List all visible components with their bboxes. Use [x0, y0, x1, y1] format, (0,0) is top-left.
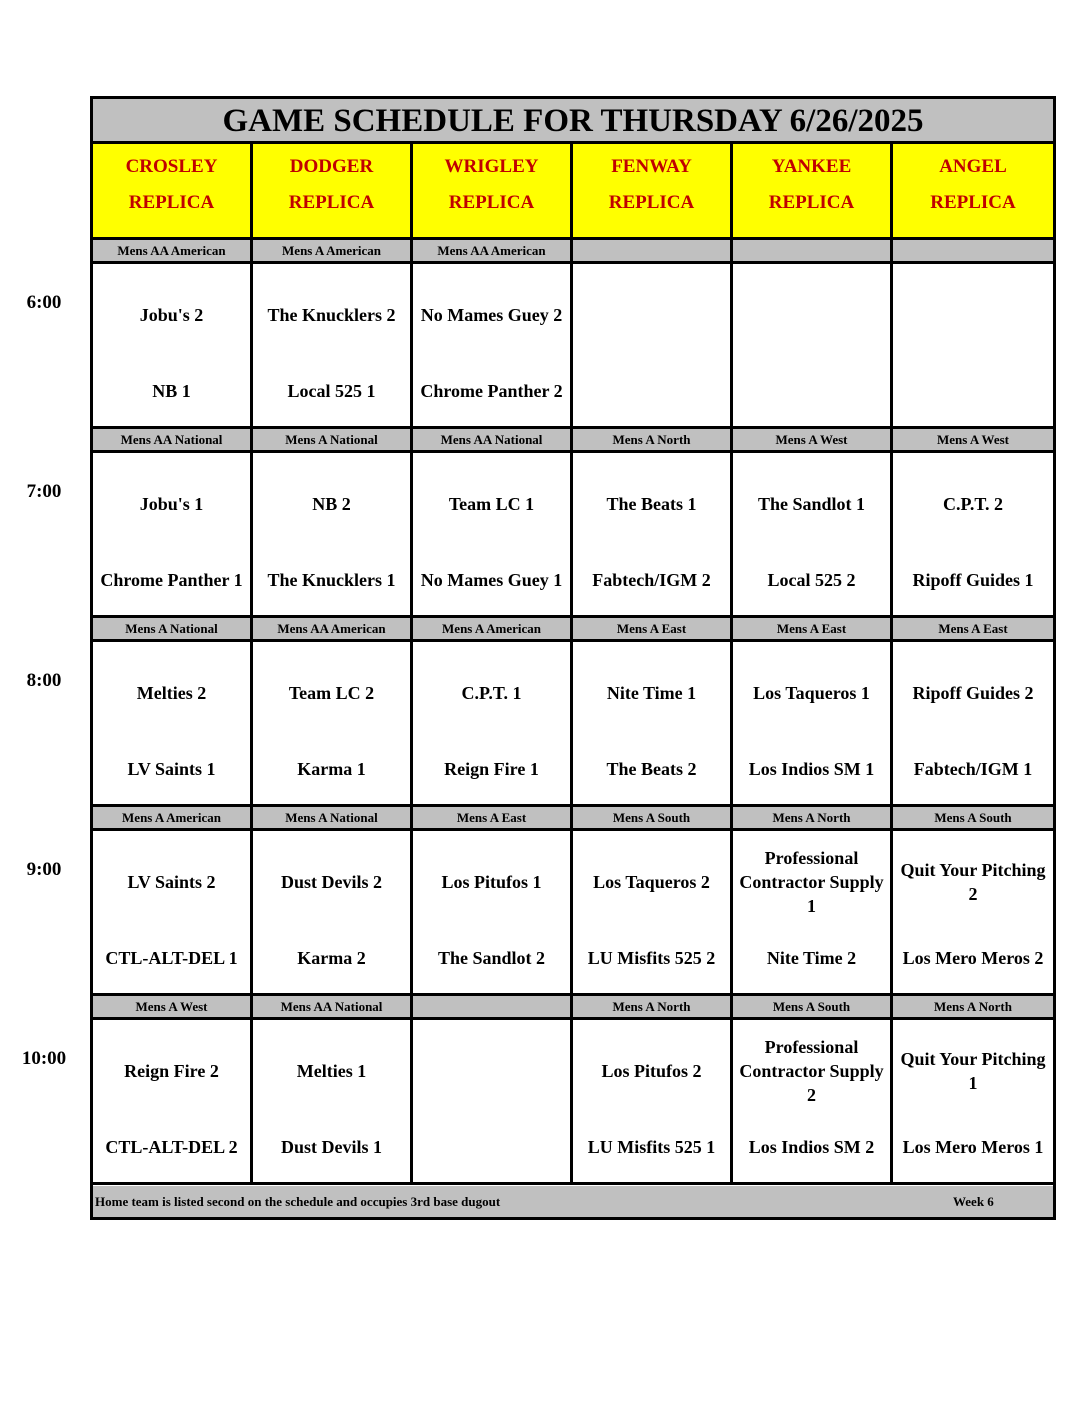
- division-label: Mens AA American: [253, 618, 413, 642]
- time-label: 6:00: [26, 292, 62, 313]
- visiting-team: Melties 1: [296, 1061, 367, 1081]
- home-team: LV Saints 1: [127, 759, 216, 779]
- time-label: 7:00: [26, 481, 62, 502]
- home-team: [413, 1116, 570, 1178]
- game-cell: [893, 453, 1053, 618]
- visiting-team: Quit Your Pitching 1: [900, 1049, 1046, 1093]
- visiting-team: Professional Contractor Supply 1: [739, 848, 884, 916]
- division-row: [93, 807, 1053, 831]
- visiting-team: [893, 272, 1053, 358]
- home-team: Chrome Panther 1: [100, 570, 243, 590]
- division-label: Mens A American: [413, 618, 573, 642]
- division-label: Mens A East: [893, 618, 1053, 642]
- game-cell: [413, 1020, 573, 1185]
- visiting-team: Nite Time 1: [606, 683, 697, 703]
- visiting-team: Team LC 2: [288, 683, 375, 703]
- game-cell: [733, 264, 893, 429]
- division-label: Mens AA National: [93, 429, 253, 453]
- visiting-team: Dust Devils 2: [280, 872, 382, 892]
- game-cell: [573, 831, 733, 996]
- game-cell: [253, 831, 413, 996]
- visiting-team: Melties 2: [136, 683, 207, 703]
- game-cell: [893, 642, 1053, 807]
- home-team: Dust Devils 1: [280, 1137, 382, 1157]
- division-label: Mens A North: [733, 807, 893, 831]
- division-label: Mens A South: [733, 996, 893, 1020]
- visiting-team: Reign Fire 2: [124, 1061, 219, 1081]
- game-cell: [413, 264, 573, 429]
- division-label: Mens AA National: [253, 996, 413, 1020]
- home-team: Los Mero Meros 1: [902, 1137, 1044, 1157]
- field-header-yankee: YANKEE REPLICA: [733, 144, 893, 240]
- home-team: The Knucklers 1: [267, 570, 396, 590]
- home-team: Fabtech/IGM 2: [592, 570, 711, 590]
- division-label: [733, 240, 893, 264]
- visiting-team: Los Pitufos 2: [601, 1061, 702, 1081]
- home-team: LU Misfits 525 1: [587, 1137, 716, 1157]
- division-label: Mens A South: [893, 807, 1053, 831]
- game-cell: [733, 642, 893, 807]
- home-team: No Mames Guey 1: [420, 570, 563, 590]
- visiting-team: [733, 272, 890, 358]
- home-team-note: Home team is listed second on the schedule and occupies 3rd base dugout: [95, 1194, 501, 1209]
- game-cell: [253, 264, 413, 429]
- visiting-team: Jobu's 1: [139, 494, 204, 514]
- division-label: [413, 996, 573, 1020]
- division-label: Mens AA National: [413, 429, 573, 453]
- time-label: 8:00: [26, 670, 62, 691]
- home-team: Los Indios SM 1: [748, 759, 875, 779]
- game-cell: [733, 831, 893, 996]
- division-label: Mens A American: [253, 240, 413, 264]
- home-team: Nite Time 2: [766, 948, 857, 968]
- game-cell: [413, 453, 573, 618]
- division-label: Mens A East: [573, 618, 733, 642]
- home-team: [733, 360, 890, 422]
- visiting-team: Team LC 1: [448, 494, 535, 514]
- game-cell: [573, 642, 733, 807]
- home-team: [893, 360, 1053, 422]
- division-label: Mens A North: [573, 996, 733, 1020]
- division-row: [93, 429, 1053, 453]
- division-label: Mens A American: [93, 807, 253, 831]
- field-header-crosley: CROSLEY REPLICA: [93, 144, 253, 240]
- game-cell: [733, 453, 893, 618]
- field-header-fenway: FENWAY REPLICA: [573, 144, 733, 240]
- home-team: The Beats 2: [606, 759, 697, 779]
- division-label: Mens AA American: [413, 240, 573, 264]
- division-label: Mens A West: [93, 996, 253, 1020]
- visiting-team: Professional Contractor Supply 2: [739, 1037, 884, 1105]
- game-cell: [413, 831, 573, 996]
- home-team: Karma 1: [297, 759, 366, 779]
- home-team: Reign Fire 1: [444, 759, 539, 779]
- home-team: Los Indios SM 2: [748, 1137, 875, 1157]
- home-team: CTL-ALT-DEL 1: [105, 948, 238, 968]
- field-header-row: [93, 144, 1053, 240]
- division-label: Mens A National: [253, 807, 413, 831]
- visiting-team: NB 2: [312, 494, 351, 514]
- home-team: Karma 2: [297, 948, 366, 968]
- visiting-team: Los Pitufos 1: [441, 872, 542, 892]
- home-team: CTL-ALT-DEL 2: [105, 1137, 238, 1157]
- visiting-team: The Sandlot 1: [757, 494, 866, 514]
- division-label: Mens A South: [573, 807, 733, 831]
- visiting-team: [413, 1028, 570, 1114]
- home-team: Local 525 2: [767, 570, 856, 590]
- game-row: [93, 264, 1053, 429]
- game-cell: [253, 1020, 413, 1185]
- game-cell: [93, 642, 253, 807]
- visiting-team: The Knucklers 2: [267, 305, 396, 325]
- visiting-team: Ripoff Guides 2: [912, 683, 1034, 703]
- field-header-angel: ANGEL REPLICA: [893, 144, 1053, 240]
- visiting-team: C.P.T. 2: [942, 494, 1003, 514]
- game-cell: [253, 453, 413, 618]
- visiting-team: Quit Your Pitching 2: [900, 860, 1046, 904]
- game-row: [93, 453, 1053, 618]
- division-label: Mens A West: [893, 429, 1053, 453]
- division-label: [573, 240, 733, 264]
- schedule-table: [90, 96, 1056, 1220]
- game-cell: [893, 1020, 1053, 1185]
- game-cell: [413, 642, 573, 807]
- division-label: [893, 240, 1053, 264]
- home-team: [573, 360, 730, 422]
- home-team: Fabtech/IGM 1: [913, 759, 1033, 779]
- game-cell: [93, 831, 253, 996]
- visiting-team: Los Taqueros 2: [593, 872, 710, 892]
- division-label: Mens A North: [893, 996, 1053, 1020]
- game-cell: [893, 264, 1053, 429]
- home-team: Ripoff Guides 1: [912, 570, 1034, 590]
- division-label: Mens A East: [733, 618, 893, 642]
- game-row: [93, 1020, 1053, 1185]
- home-team: NB 1: [152, 381, 191, 401]
- week-label: Week 6: [953, 1194, 994, 1209]
- division-label: Mens A West: [733, 429, 893, 453]
- game-cell: [93, 264, 253, 429]
- visiting-team: [573, 272, 730, 358]
- visiting-team: Los Taqueros 1: [753, 683, 870, 703]
- visiting-team: Jobu's 2: [139, 305, 204, 325]
- time-label: 10:00: [21, 1048, 67, 1069]
- time-label: 9:00: [26, 859, 62, 880]
- visiting-team: LV Saints 2: [127, 872, 216, 892]
- game-row: [93, 642, 1053, 807]
- game-row: [93, 831, 1053, 996]
- division-label: Mens A North: [573, 429, 733, 453]
- game-cell: [893, 831, 1053, 996]
- division-row: [93, 240, 1053, 264]
- division-label: Mens A National: [253, 429, 413, 453]
- visiting-team: The Beats 1: [606, 494, 697, 514]
- game-cell: [573, 1020, 733, 1185]
- visiting-team: No Mames Guey 2: [420, 305, 563, 325]
- game-cell: [573, 264, 733, 429]
- page-title: GAME SCHEDULE FOR THURSDAY 6/26/2025: [93, 99, 1053, 144]
- home-team: Local 525 1: [287, 381, 376, 401]
- game-cell: [93, 1020, 253, 1185]
- game-cell: [253, 642, 413, 807]
- game-cell: [573, 453, 733, 618]
- division-label: Mens AA American: [93, 240, 253, 264]
- division-row: [93, 618, 1053, 642]
- division-label: Mens A East: [413, 807, 573, 831]
- division-row: [93, 996, 1053, 1020]
- game-cell: [733, 1020, 893, 1185]
- field-header-wrigley: WRIGLEY REPLICA: [413, 144, 573, 240]
- footer-bar: [93, 1186, 1053, 1217]
- field-header-dodger: DODGER REPLICA: [253, 144, 413, 240]
- home-team: Los Mero Meros 2: [902, 948, 1044, 968]
- visiting-team: C.P.T. 1: [461, 683, 522, 703]
- home-team: Chrome Panther 2: [420, 381, 563, 401]
- home-team: The Sandlot 2: [437, 948, 546, 968]
- game-cell: [93, 453, 253, 618]
- division-label: Mens A National: [93, 618, 253, 642]
- home-team: LU Misfits 525 2: [587, 948, 716, 968]
